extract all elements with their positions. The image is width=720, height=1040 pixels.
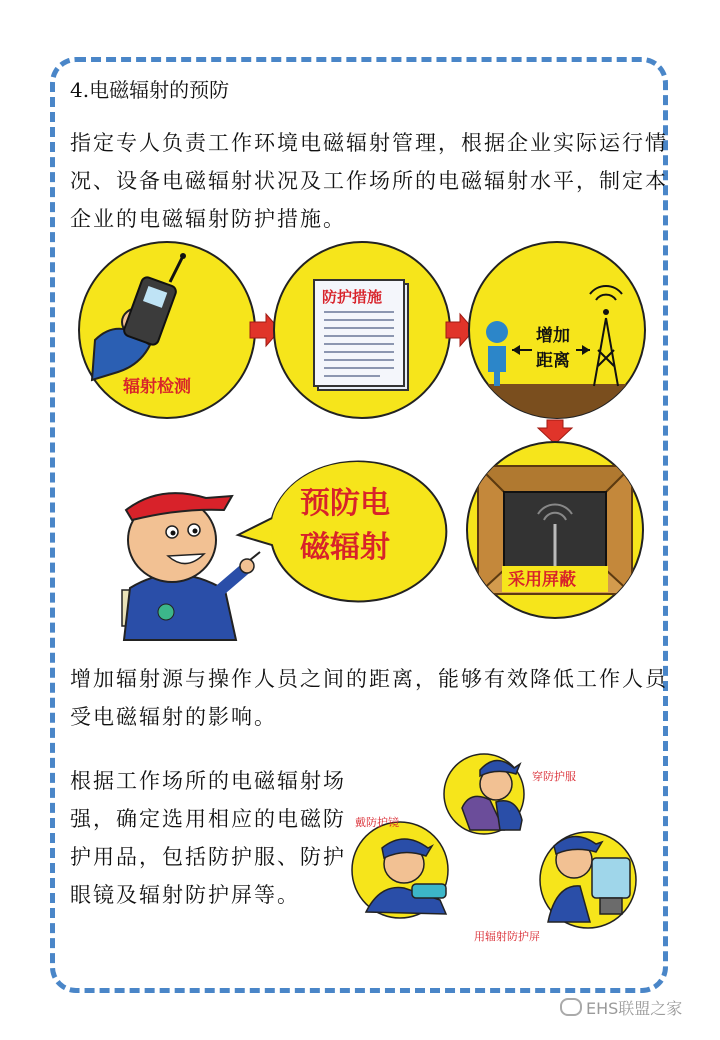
step-shielding-circle [467,442,643,618]
worker-character [122,493,260,640]
step4-label: 采用屏蔽 [508,570,576,590]
step1-label: 辐射检测 [123,377,191,397]
ppe-screen-label: 用辐射防护屏 [474,930,540,943]
step2-label: 防护措施 [322,288,383,306]
paragraph-distance: 增加辐射源与操作人员之间的距离，能够有效降低工作人员受电磁辐射的影响。 [70,667,668,729]
ppe-goggles-label: 戴防护镜 [355,816,399,829]
speech-bubble [238,462,446,602]
step3-label-line1: 增加 [536,326,570,346]
step3-label-line2: 距离 [536,351,570,371]
bubble-line1: 预防电 [300,486,390,521]
ppe-suit-circle [444,754,524,834]
section-heading: 4.电磁辐射的预防 [70,78,230,102]
step-detection-circle [79,242,255,418]
bubble-line2: 磁辐射 [300,530,390,565]
step-measures-circle [274,242,450,418]
paragraph-management: 指定专人负责工作环境电磁辐射管理，根据企业实际运行情况、设备电磁辐射状况及工作场所的电磁辐射水平，制定本企业的电磁辐射防护措施。 [70,131,668,231]
ppe-goggles-circle [352,822,448,918]
ppe-screen-circle [540,832,636,928]
arrow-down-icon [538,420,572,444]
step-distance-circle [469,242,645,424]
watermark-text: EHS联盟之家 [586,999,683,1018]
wechat-icon [560,998,582,1016]
paragraph-ppe: 根据工作场所的电磁辐射场强，确定选用相应的电磁防护用品，包括防护服、防护眼镜及辐射防护屏等。 [70,769,346,907]
ppe-suit-label: 穿防护服 [532,770,576,783]
watermark [560,996,682,1019]
